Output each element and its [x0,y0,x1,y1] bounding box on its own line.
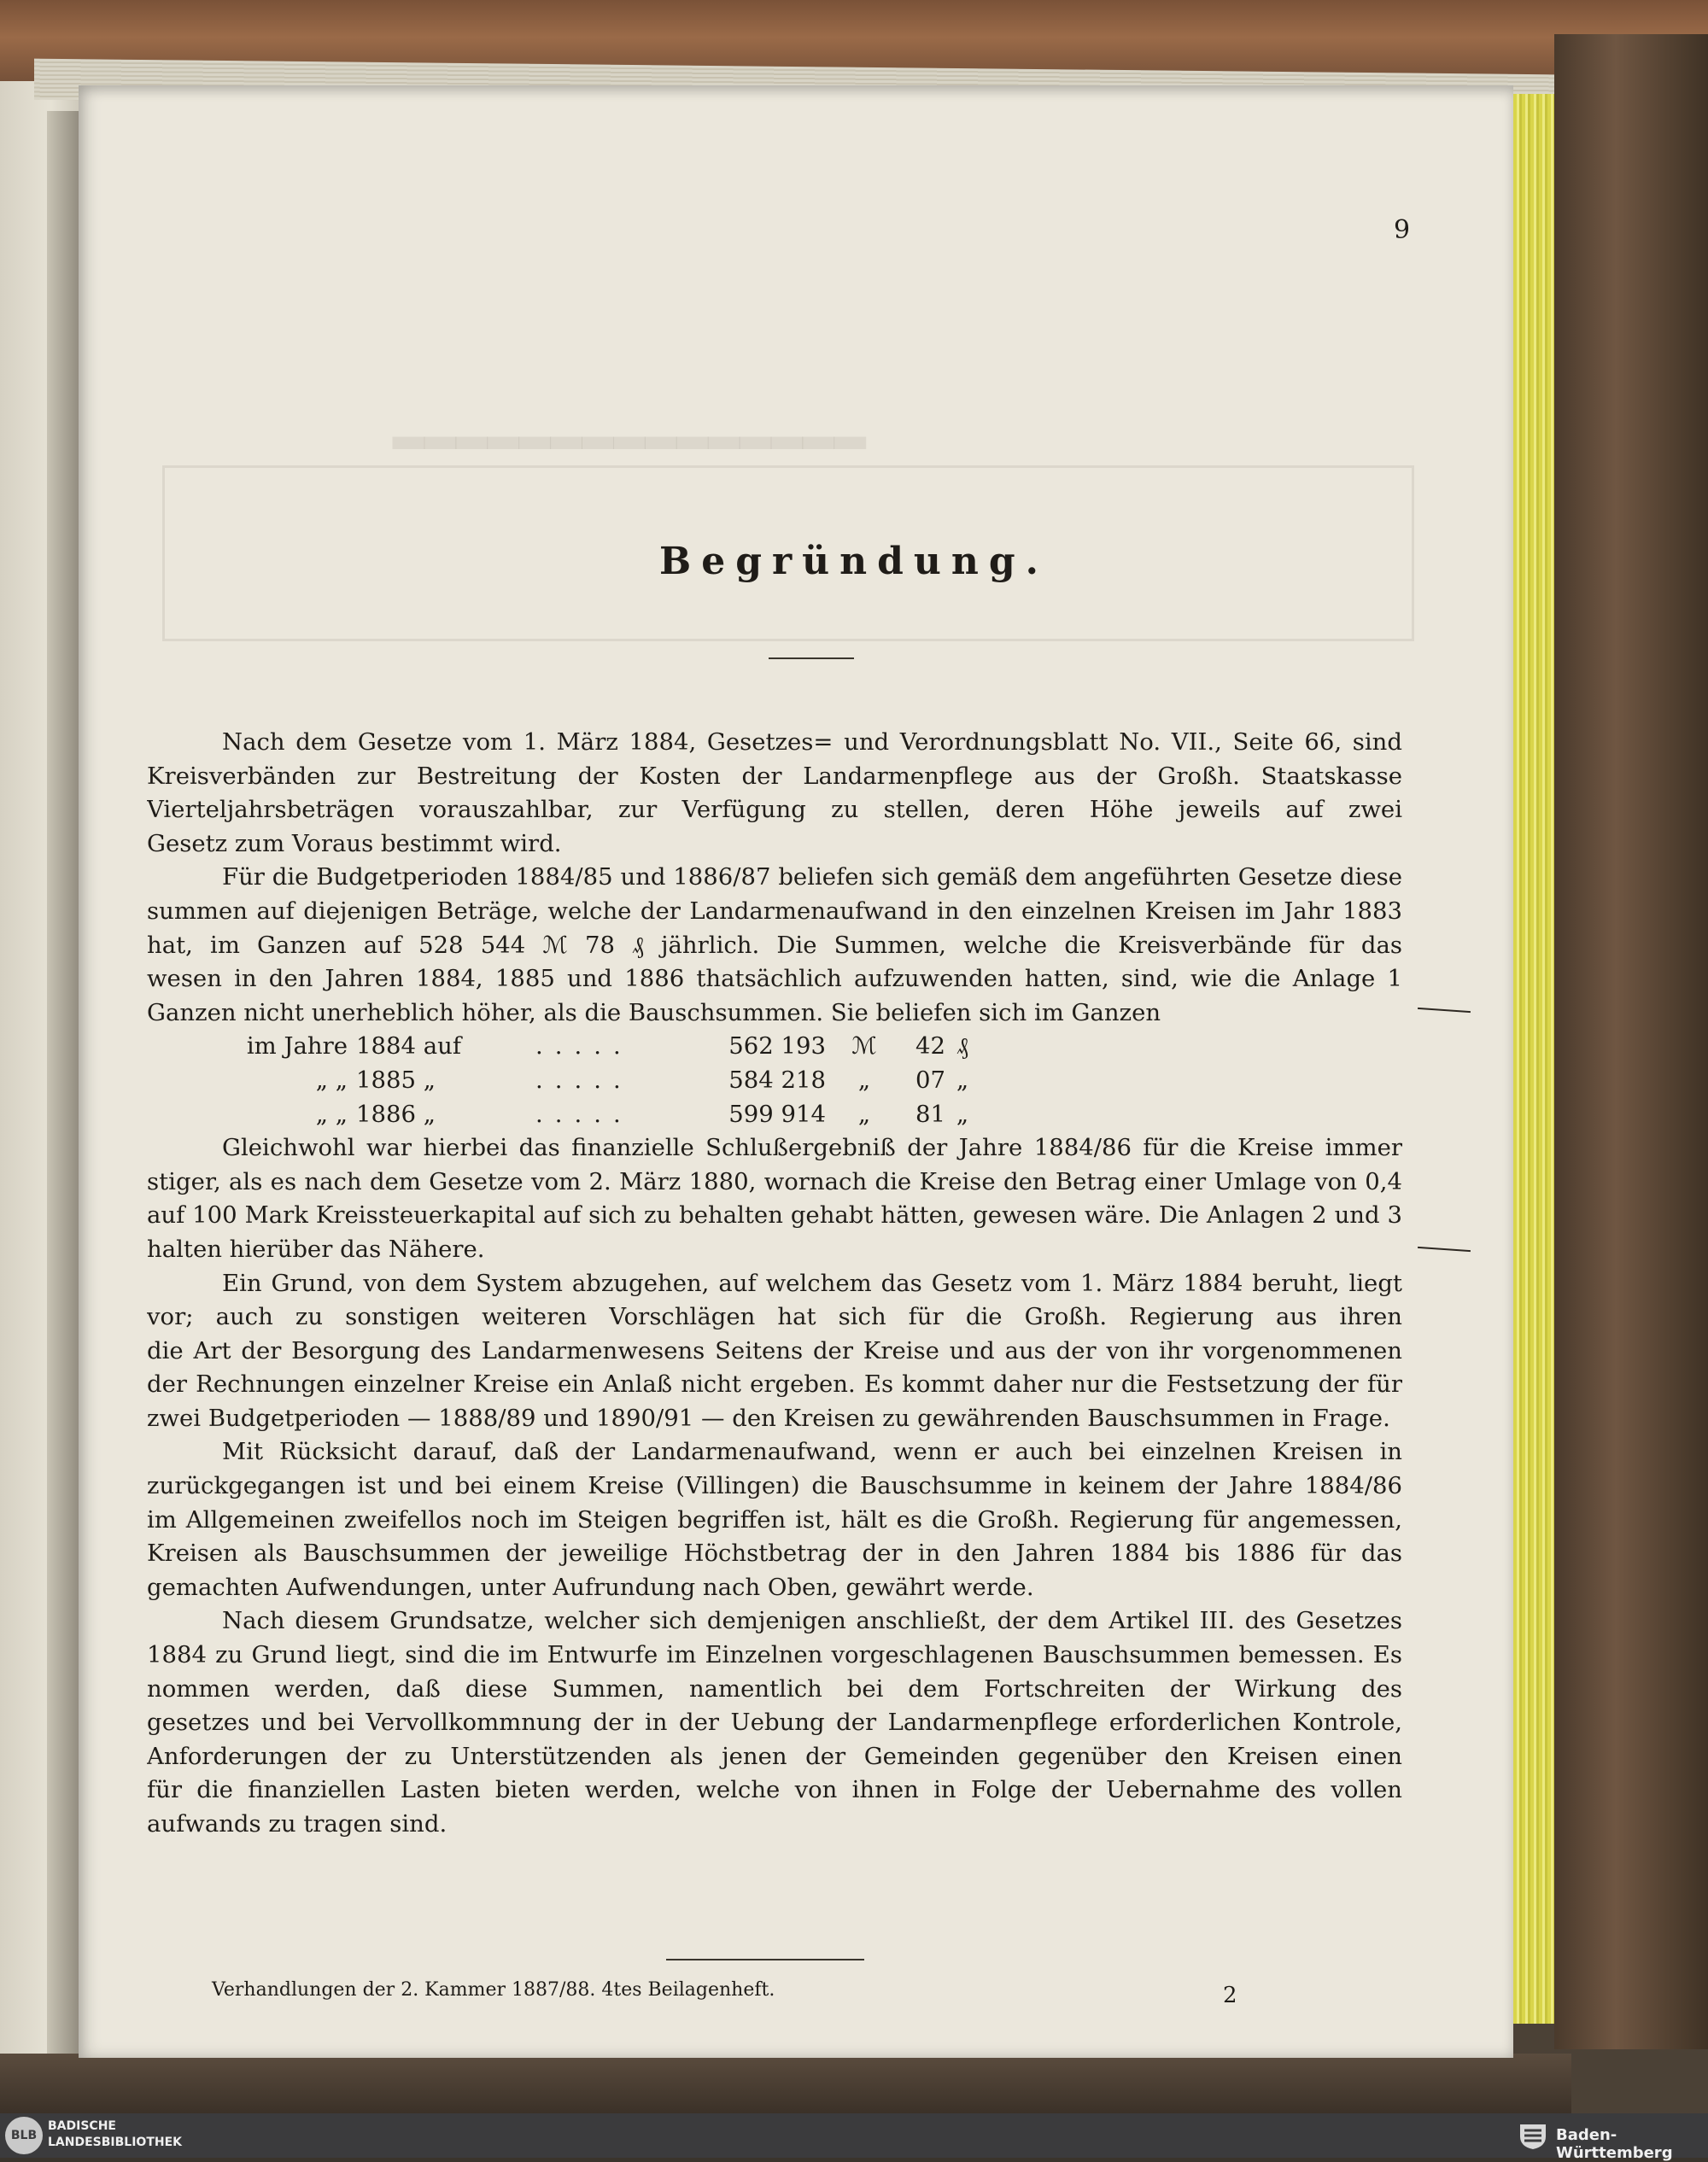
library-name-line2: LANDESBIBLIOTHEK [48,2136,183,2149]
amount-year: 1886 „ [356,1100,436,1128]
title-rule [769,657,854,659]
footer-rule [666,1959,864,1960]
text-line: Anforderungen der zu Unterstützenden als jenen der Gemeinden gegenüber den Kreisen einen [147,1742,1402,1770]
amount-pfennig-unit: „ [956,1100,969,1128]
page-stack-edge [1513,94,1554,2024]
amount-pfennig-unit: ₰ [956,1032,968,1061]
amount-row [147,1030,1402,1064]
amount-value: 562 193 [728,1032,826,1061]
amount-dots: ..... [535,1032,633,1061]
amount-unit: ℳ [851,1032,877,1061]
amount-dots: ..... [535,1066,633,1094]
page-number: 9 [1394,215,1411,245]
footer-note: Verhandlungen der 2. Kammer 1887/88. 4tes Beilagenheft. [212,1979,775,2001]
book-cover-right [1554,34,1708,2049]
text-line: wesen in den Jahren 1884, 1885 und 1886 thatsächlich aufzuwenden hatten, sind, wie die Anlage 1 [147,965,1402,993]
text-line: auf 100 Mark Kreissteuerkapital auf sich zu behalten gehabt hätten, gewesen wäre. Die Anlagen 2 und 3 [147,1201,1402,1230]
amount-year: 1885 „ [356,1066,436,1094]
amount-label: „ „ [315,1066,348,1094]
text-line: die Art der Besorgung des Landarmenwesens Seitens der Kreise und aus der von ihr vorgenommenen [147,1336,1402,1364]
amount-pfennig: 42 [915,1032,945,1061]
text-line: im Allgemeinen zweifellos noch im Steigen begriffen ist, hält es die Großh. Regierung für angemessen, [147,1505,1402,1534]
text-line: halten hierüber das Nähere. [147,1235,485,1263]
text-line: zurückgegangen ist und bei einem Kreise (Villingen) die Bauschsumme in keinem der Jahre 1884/86 [147,1472,1402,1500]
amount-pfennig: 07 [915,1066,945,1094]
text-line: für die finanziellen Lasten bieten werden, welche von ihnen in Folge der Uebernahme des vollen [147,1776,1402,1804]
bleed-through: ▂▂▂▂▂▂▂▂▂▂▂▂▂▂▂ [393,401,866,449]
amount-pfennig: 81 [915,1100,945,1128]
text-line: stiger, als es nach dem Gesetze vom 2. März 1880, wornach die Kreise den Betrag einer Umlage von 0,4 [147,1167,1402,1195]
book-gutter [47,111,81,2101]
library-banner [0,2113,1708,2162]
library-name-line1: BADISCHE [48,2119,116,2133]
text-line: Nach dem Gesetze vom 1. März 1884, Gesetzes= und Verordnungsblatt No. VII., Seite 66, sind [222,728,1402,756]
amount-year: 1884 auf [356,1032,462,1061]
amount-row [147,1064,1402,1098]
text-line: Mit Rücksicht darauf, daß der Landarmenaufwand, wenn er auch bei einzelnen Kreisen in [222,1438,1402,1466]
amount-value: 599 914 [728,1100,826,1128]
text-line: aufwands zu tragen sind. [147,1810,447,1838]
sheet-number: 2 [1223,1983,1237,2008]
text-line: vor; auch zu sonstigen weiteren Vorschlägen hat sich für die Großh. Regierung aus ihren [147,1303,1402,1331]
amount-value: 584 218 [728,1066,826,1094]
text-line: Für die Budgetperioden 1884/85 und 1886/87 beliefen sich gemäß dem angeführten Gesetze diese [222,863,1402,891]
text-line: der Rechnungen einzelner Kreise ein Anlaß nicht ergeben. Es kommt daher nur die Festsetzung der für [147,1370,1402,1399]
text-line: Gleichwohl war hierbei das finanzielle Schlußergebniß der Jahre 1884/86 für die Kreise immer [222,1134,1402,1162]
amount-row [147,1098,1402,1132]
state-coat-of-arms-icon [1517,2121,1549,2150]
body-text [147,726,1402,1842]
state-name: Baden-Württemberg [1556,2126,1673,2162]
text-line: Nach diesem Grundsatze, welcher sich demjenigen anschließt, der dem Artikel III. des Gesetzes [222,1607,1402,1635]
text-line: hat, im Ganzen auf 528 544 ℳ 78 ₰ jährlich. Die Summen, welche die Kreisverbände für das [147,931,1402,959]
blb-logo: BLB [5,2117,43,2154]
text-line: gesetzes und bei Vervollkommnung der in der Uebung der Landarmenpflege erforderlichen Kontrole, [147,1709,1402,1737]
page-title: Begründung. [659,540,1049,583]
text-line: gemachten Aufwendungen, unter Aufrundung nach Oben, gewährt werde. [147,1573,1034,1601]
amount-label: „ „ [315,1100,348,1128]
text-line: Kreisverbänden zur Bestreitung der Kosten der Landarmenpflege aus der Großh. Staatskasse [147,762,1402,790]
text-line: Gesetz zum Voraus bestimmt wird. [147,829,562,857]
amount-label: im Jahre [246,1032,348,1061]
text-line: summen auf diejenigen Beträge, welche der Landarmenaufwand in den einzelnen Kreisen im Jahr 1883 [147,897,1402,925]
text-line: nommen werden, daß diese Summen, namentlich bei dem Fortschreiten der Wirkung des [147,1674,1402,1703]
text-line: 1884 zu Grund liegt, sind die im Entwurfe im Einzelnen vorgeschlagenen Bauschsummen bemessen. Es [147,1641,1402,1669]
amount-unit: „ [857,1100,871,1128]
amount-pfennig-unit: „ [956,1066,969,1094]
text-line: Ganzen nicht unerheblich höher, als die Bauschsummen. Sie beliefen sich im Ganzen [147,998,1161,1026]
text-line: Vierteljahrsbeträgen vorauszahlbar, zur Verfügung zu stellen, deren Höhe jeweils auf zwei [147,796,1402,824]
text-line: Kreisen als Bauschsummen der jeweilige Höchstbetrag der in den Jahren 1884 bis 1886 für das [147,1540,1402,1568]
library-name [48,2118,182,2151]
text-line: zwei Budgetperioden — 1888/89 und 1890/91 — den Kreisen zu gewährenden Bauschsummen in Frage. [147,1404,1390,1432]
text-line: Ein Grund, von dem System abzugehen, auf welchem das Gesetz vom 1. März 1884 beruht, liegt [222,1269,1402,1297]
amount-unit: „ [857,1066,871,1094]
book-cover-bottom [0,2054,1571,2113]
amount-dots: ..... [535,1100,633,1128]
